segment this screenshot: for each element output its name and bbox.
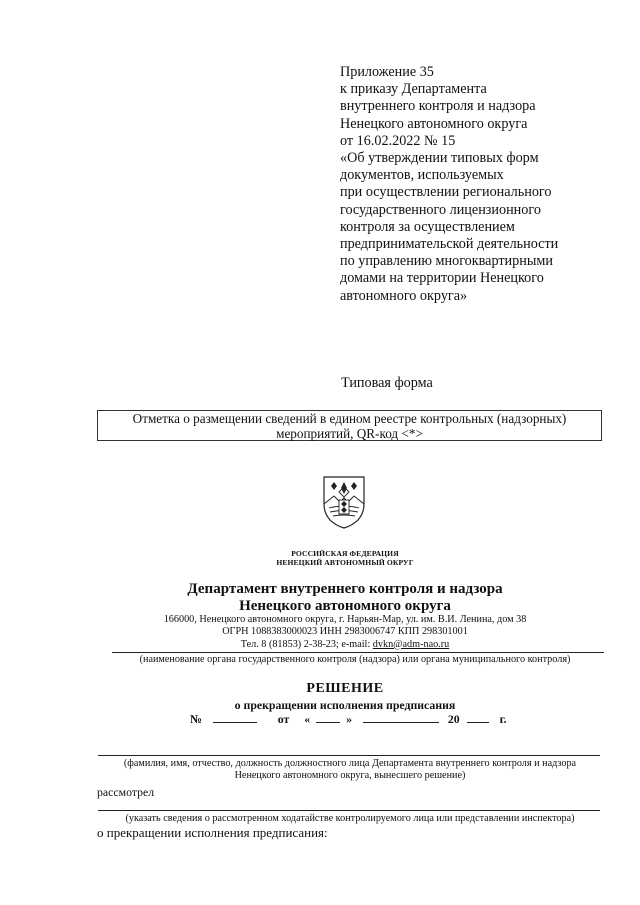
official-name-line[interactable] bbox=[98, 755, 600, 756]
petition-line[interactable] bbox=[98, 810, 600, 811]
department-contacts bbox=[130, 614, 560, 651]
appendix-line: Ненецкого автономного округа bbox=[340, 115, 528, 132]
termination-text: о прекращении исполнения предписания: bbox=[97, 825, 328, 840]
federation-name: РОССИЙСКАЯ ФЕДЕРАЦИЯ bbox=[291, 549, 399, 558]
phone-email bbox=[130, 639, 560, 651]
decision-number-date-row bbox=[190, 711, 507, 727]
year-suffix: г. bbox=[499, 712, 507, 726]
appendix-line: внутреннего контроля и надзора bbox=[340, 98, 536, 115]
appendix-line: контроля за осуществлением bbox=[340, 218, 515, 235]
appendix-line: по управлению многоквартирными bbox=[340, 253, 553, 270]
registration-numbers: ОГРН 1088383000023 ИНН 2983006747 КПП 298301001 bbox=[222, 626, 468, 638]
postal-address: 166000, Ненецкого автономного округа, г. Нарьян-Мар, ул. им. В.И. Ленина, дом 38 bbox=[163, 614, 527, 625]
number-field[interactable] bbox=[213, 711, 257, 723]
registry-notice-line: Отметка о размещении сведений в едином реестре контрольных (надзорных) bbox=[132, 411, 567, 426]
email-link[interactable]: dvkn@adm-nao.ru bbox=[372, 638, 450, 650]
day-field[interactable] bbox=[316, 711, 340, 723]
federation-header bbox=[200, 549, 490, 567]
appendix-line: «Об утверждении типовых форм bbox=[340, 150, 539, 167]
phone-label: Тел. 8 (81853) 2-38-23; e-mail: bbox=[240, 638, 373, 650]
year-prefix: 20 bbox=[447, 712, 460, 726]
number-label: № bbox=[190, 712, 202, 726]
appendix-line: документов, используемых bbox=[340, 167, 504, 184]
decision-title: РЕШЕНИЕ bbox=[306, 681, 384, 696]
department-line: Департамент внутреннего контроля и надзора bbox=[187, 581, 503, 597]
appendix-line: домами на территории Ненецкого bbox=[340, 270, 544, 287]
petition-caption: (указать сведения о рассмотренном ходатайстве контролируемого лица или представлении инспектора) bbox=[125, 813, 575, 824]
appendix-line: государственного лицензионного bbox=[340, 201, 541, 218]
decision-subtitle: о прекращении исполнения предписания bbox=[234, 698, 456, 712]
appendix-line: автономного округа» bbox=[340, 287, 468, 304]
appendix-line: к приказу Департамента bbox=[340, 81, 487, 98]
registry-notice-line: мероприятий, QR-код <*> bbox=[276, 425, 423, 441]
official-caption-line: (фамилия, имя, отчество, должность должностного лица Департамента внутреннего контроля и надзора bbox=[123, 758, 577, 769]
nenets-okrug-coat-of-arms-icon bbox=[320, 474, 368, 530]
month-field[interactable] bbox=[363, 711, 439, 723]
department-name bbox=[130, 581, 560, 615]
reviewed-label: рассмотрел bbox=[97, 785, 155, 799]
department-line: Ненецкого автономного округа bbox=[239, 598, 451, 614]
quote-close: » bbox=[346, 712, 352, 726]
from-label: от bbox=[277, 712, 290, 726]
appendix-reference bbox=[340, 64, 630, 305]
header-divider bbox=[112, 652, 604, 653]
year-field[interactable] bbox=[467, 711, 489, 723]
form-type-label: Типовая форма bbox=[341, 375, 433, 391]
quote-open: « bbox=[304, 712, 311, 726]
authority-caption: (наименование органа государственного контроля (надзора) или органа муниципального контроля) bbox=[139, 654, 571, 665]
appendix-line: от 16.02.2022 № 15 bbox=[340, 132, 456, 149]
appendix-line: Приложение 35 bbox=[340, 64, 434, 80]
appendix-line: при осуществлении регионального bbox=[340, 184, 552, 201]
official-caption-line: Ненецкого автономного округа, вынесшего решение) bbox=[234, 770, 466, 782]
official-caption bbox=[95, 758, 605, 783]
registry-notice-box bbox=[97, 410, 602, 441]
appendix-line: предпринимательской деятельности bbox=[340, 236, 559, 253]
okrug-name: НЕНЕЦКИЙ АВТОНОМНЫЙ ОКРУГ bbox=[276, 558, 414, 567]
